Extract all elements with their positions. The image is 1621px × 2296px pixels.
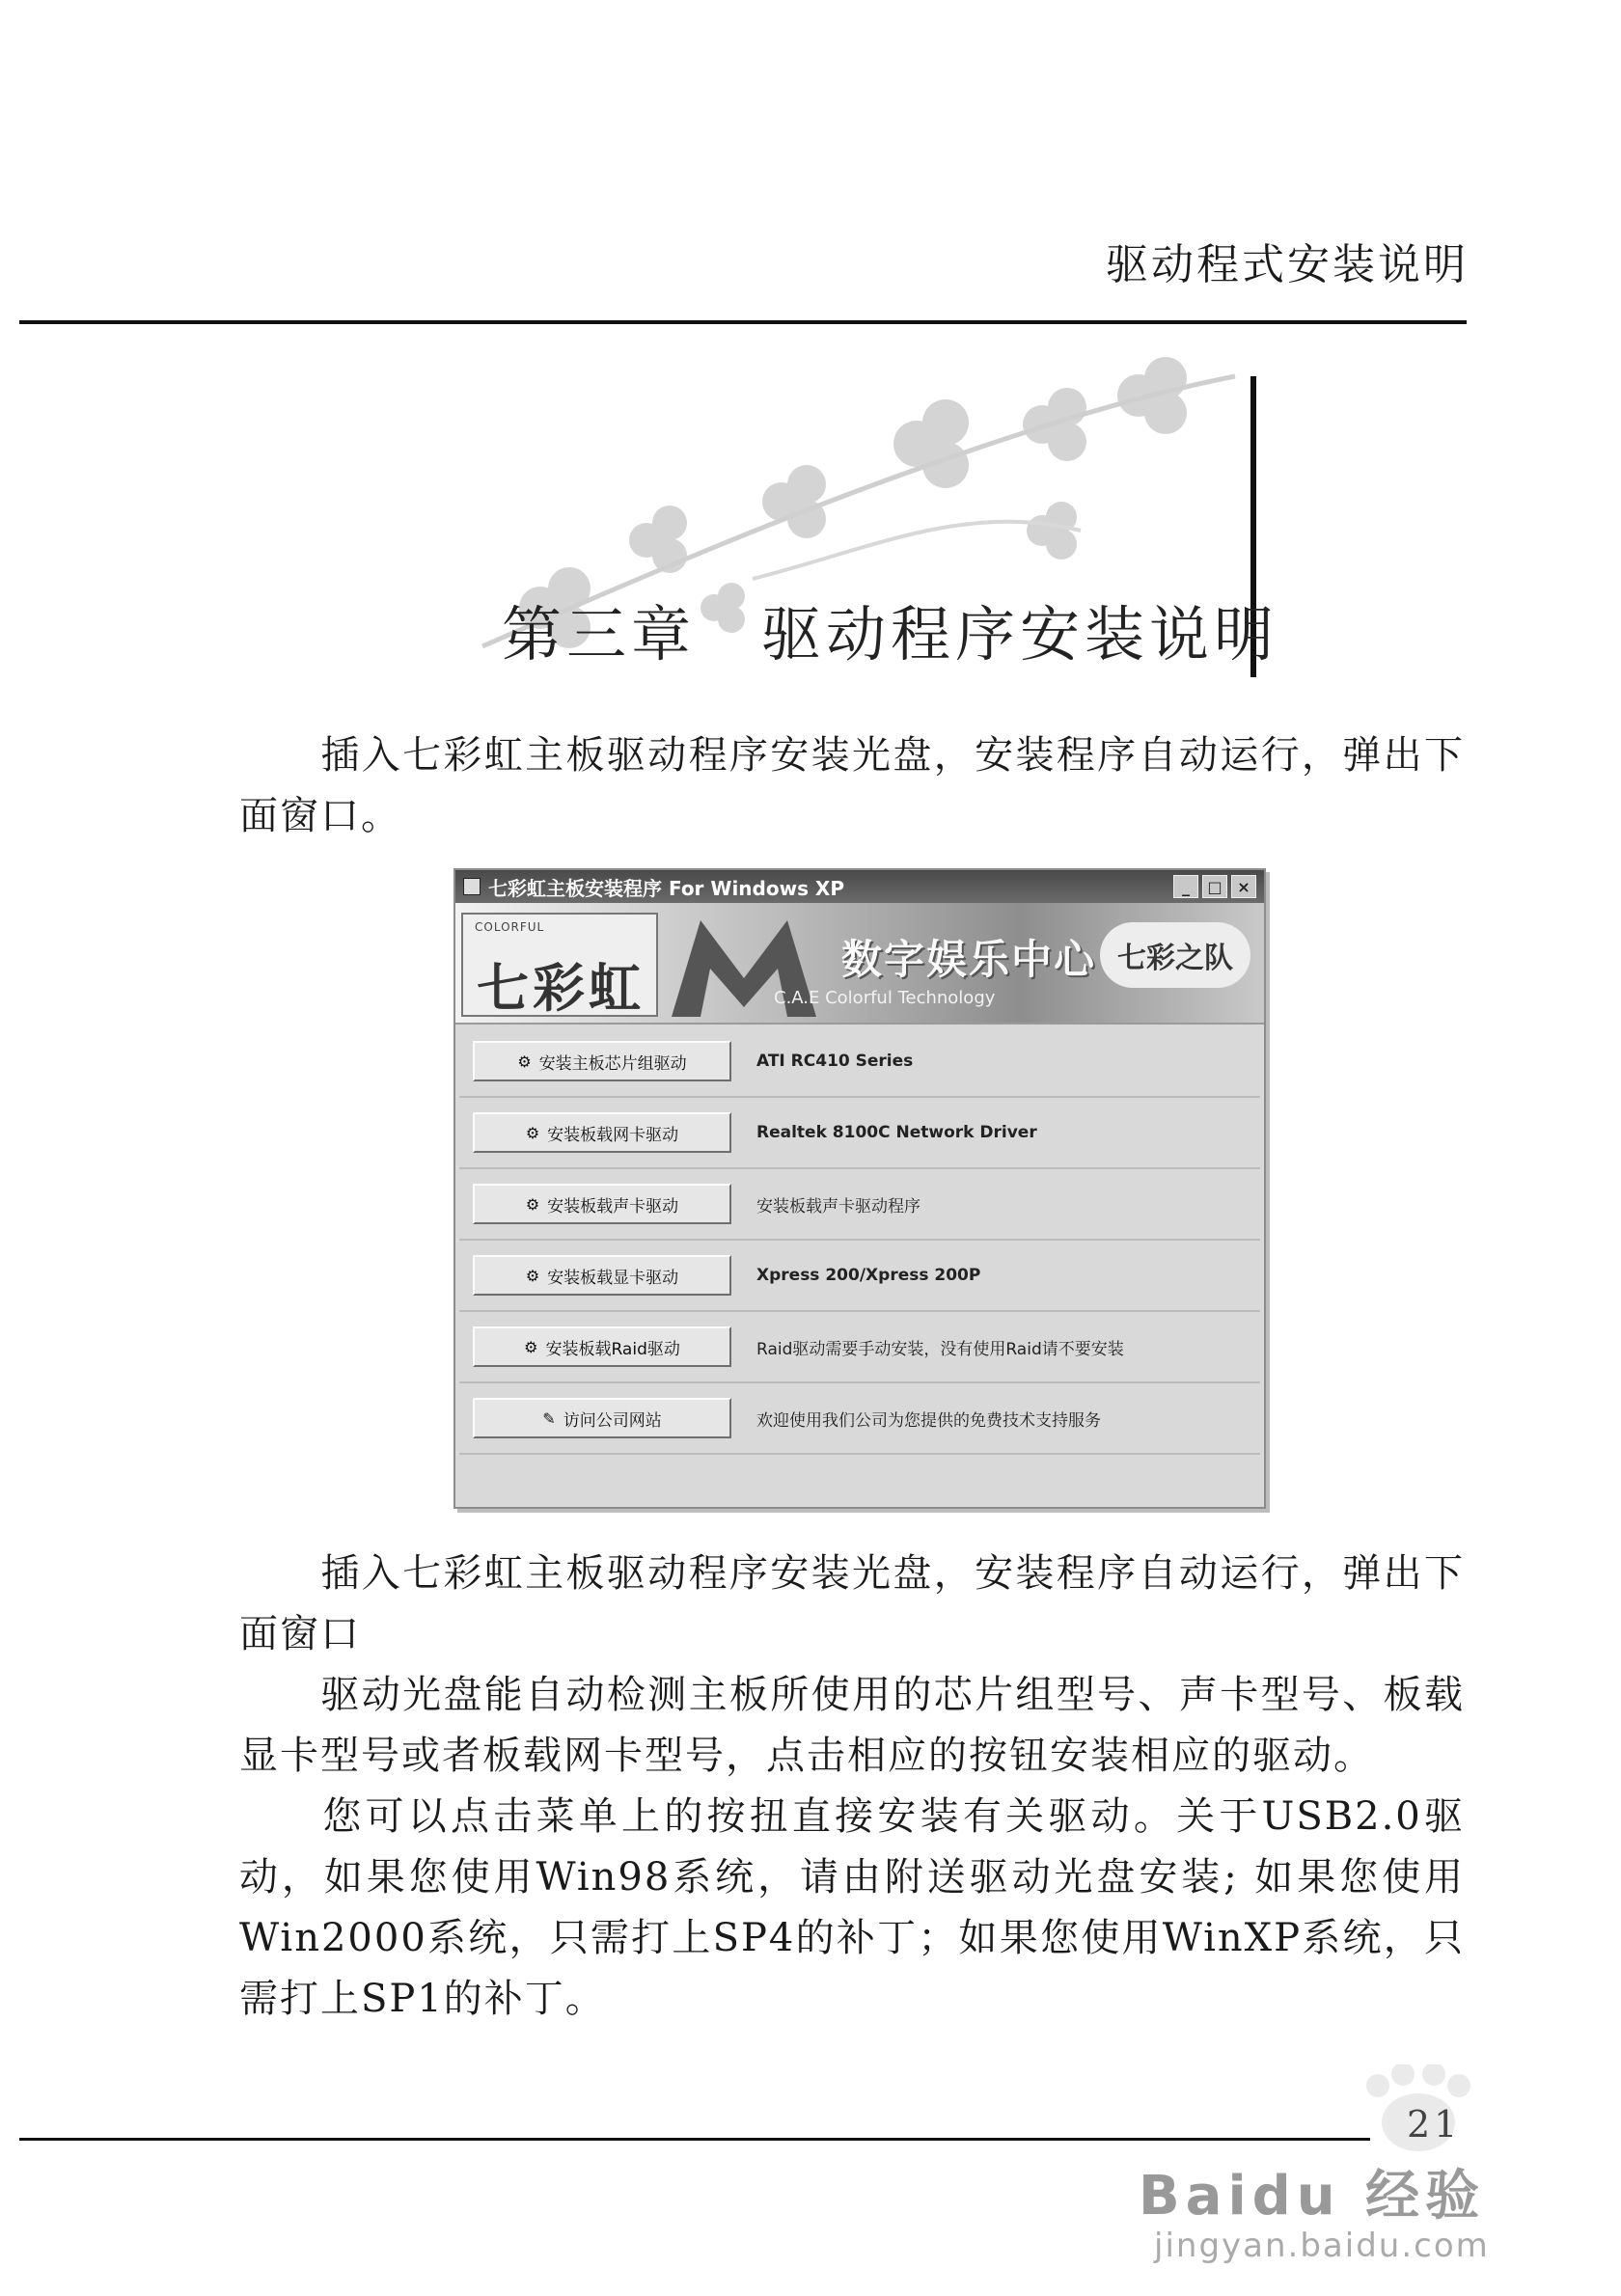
driver-desc: Raid驱动需要手动安装，没有使用Raid请不要安装 <box>756 1339 1124 1359</box>
driver-row <box>459 1383 1260 1455</box>
driver-row <box>459 1312 1260 1383</box>
driver-desc: Xpress 200/Xpress 200P <box>756 1266 981 1285</box>
watermark-text: Baidu 经验 <box>1139 2165 1486 2228</box>
team-logo: 七彩之队 <box>1100 922 1250 988</box>
minimize-button[interactable]: _ <box>1173 875 1198 898</box>
install-icon: ⚙ <box>525 1123 540 1142</box>
visit-website-button[interactable]: ✎ 访问公司网站 <box>473 1398 731 1438</box>
app-icon <box>463 878 481 895</box>
driver-row <box>459 1241 1260 1312</box>
banner-center-text: 数字娱乐中心 <box>841 936 1097 983</box>
banner <box>455 903 1264 1025</box>
maximize-button[interactable]: □ <box>1202 875 1227 898</box>
install-icon: ⚙ <box>524 1337 538 1356</box>
driver-row <box>459 1098 1260 1169</box>
install-network-button[interactable]: ⚙ 安装板载网卡驱动 <box>473 1112 731 1153</box>
installer-window <box>453 868 1266 1509</box>
install-graphics-button[interactable]: ⚙ 安装板载显卡驱动 <box>473 1255 731 1296</box>
install-icon: ⚙ <box>525 1194 540 1214</box>
brand-logo: COLORFUL 七彩虹 <box>461 913 658 1017</box>
top-rule <box>19 320 1467 324</box>
install-icon: ⚙ <box>517 1052 532 1071</box>
install-chipset-button[interactable]: ⚙ 安装主板芯片组驱动 <box>473 1041 731 1081</box>
paragraph: 驱动光盘能自动检测主板所使用的芯片组型号、声卡型号、板载显卡型号或者板载网卡型号，点击相应的按钮安装相应的驱动。 <box>239 1673 1465 1778</box>
driver-desc: 欢迎使用我们公司为您提供的免费技术支持服务 <box>756 1410 1101 1431</box>
paragraph: 插入七彩虹主板驱动程序安装光盘，安装程序自动运行，弹出下面窗口 <box>239 1551 1465 1656</box>
driver-desc: ATI RC410 Series <box>756 1052 914 1071</box>
paragraph: 您可以点击菜单上的按扭直接安装有关驱动。关于USB2.0驱动，如果您使用Win98系统，请由附送驱动光盘安装; 如果您使用Win2000系统，只需打上SP4的补丁；如果您使用WinXP系统，只需打上SP1的补丁。 <box>239 1794 1465 2021</box>
driver-list <box>455 1025 1264 1457</box>
close-button[interactable]: × <box>1231 875 1256 898</box>
driver-desc: 安装板载声卡驱动程序 <box>756 1196 920 1216</box>
install-audio-button[interactable]: ⚙ 安装板载声卡驱动 <box>473 1184 731 1224</box>
window-title: 七彩虹主板安装程序 For Windows XP <box>488 876 845 900</box>
chapter-title <box>502 587 1278 672</box>
driver-desc: Realtek 8100C Network Driver <box>756 1123 1037 1142</box>
web-icon: ✎ <box>542 1408 556 1428</box>
banner-sub-text: C.A.E Colorful Technology <box>774 988 996 1008</box>
driver-row <box>459 1169 1260 1241</box>
driver-row <box>459 1026 1260 1098</box>
running-head: 驱动程式安装说明 <box>1106 240 1469 289</box>
chapter-number: 第三章 <box>502 599 697 670</box>
intro-paragraph: 插入七彩虹主板驱动程序安装光盘，安装程序自动运行，弹出下面窗口。 <box>239 733 1465 838</box>
install-raid-button[interactable]: ⚙ 安装板载Raid驱动 <box>473 1326 731 1367</box>
chapter-name: 驱动程序安装说明 <box>761 599 1279 670</box>
page-number: 21 <box>1407 2103 1462 2146</box>
window-titlebar <box>455 870 1264 903</box>
install-icon: ⚙ <box>525 1266 540 1285</box>
watermark-url: jingyan.baidu.com <box>1154 2227 1490 2265</box>
